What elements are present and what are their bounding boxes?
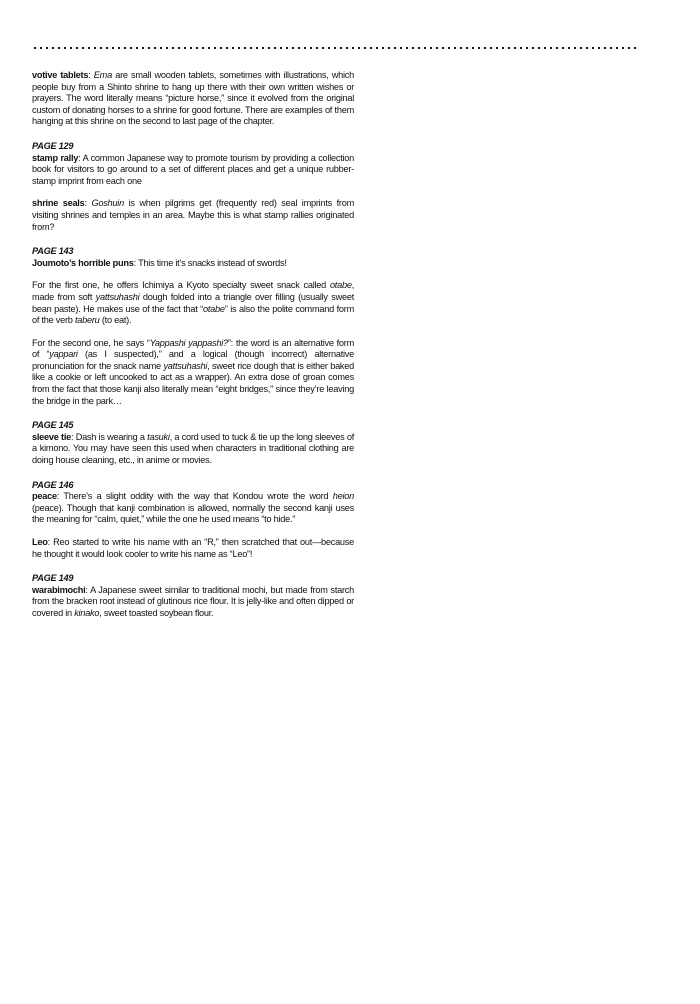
glossary-term: Joumoto’s horrible puns xyxy=(32,257,134,268)
page-reference: PAGE 149 xyxy=(32,573,74,584)
text-segment: : Reo started to write his name with an “R,” then scratched that out—because he thought it would look cooler to write his name as “Leo”! xyxy=(32,537,354,559)
text-segment: : This time it’s snacks instead of swords! xyxy=(133,257,287,268)
italic-term: Ema xyxy=(93,70,112,80)
entry-text xyxy=(32,338,354,406)
page-reference: PAGE 145 xyxy=(32,420,74,431)
text-segment: : xyxy=(88,70,94,80)
italic-term: tasuki xyxy=(147,431,170,442)
entry-text xyxy=(32,198,354,231)
text-segment: (to eat). xyxy=(99,315,132,326)
glossary-entry xyxy=(32,280,354,326)
entry-text xyxy=(32,153,354,186)
glossary-entry xyxy=(32,141,354,187)
text-segment: is when pilgrims get (frequently red) seal imprints from visiting shrines and temples in an area. Maybe this is what stamp rallies originated from? xyxy=(32,198,354,232)
entry-text xyxy=(32,491,354,524)
italic-term: otabe xyxy=(203,303,225,314)
italic-term: yappari xyxy=(49,349,78,360)
text-segment: ” is also the polite command form of the verb xyxy=(32,303,354,326)
text-segment: , sweet rice dough that is either baked like a cookie or left uncooked to act as a wrapper). An extra dose of groan comes from the fact that those kanji also literally mean “eight bridges,” since they’re leaving the bridge in the park… xyxy=(32,360,354,406)
italic-term: yattsuhashi xyxy=(163,360,208,371)
page-reference: PAGE 146 xyxy=(32,479,74,490)
entry-text xyxy=(32,537,354,559)
text-segment: : xyxy=(84,198,92,209)
glossary-term: peace xyxy=(32,491,57,502)
glossary-term: warabimochi xyxy=(32,584,86,595)
page-reference: PAGE 129 xyxy=(32,140,74,151)
italic-term: kinako xyxy=(74,607,100,618)
page-reference: PAGE 143 xyxy=(32,246,74,257)
italic-term: taberu xyxy=(74,315,100,326)
glossary-term: stamp rally xyxy=(32,152,79,163)
glossary-term: Leo xyxy=(32,537,48,547)
text-segment: : Dash is wearing a xyxy=(70,431,148,442)
entry-text xyxy=(32,70,354,126)
text-segment: (as I suspected),” and a logical (though incorrect) alternative pronunciation for the snack name xyxy=(32,349,354,371)
text-segment: For the first one, he offers Ichimiya a Kyoto specialty sweet snack called xyxy=(32,280,330,291)
glossary-term: votive tablets xyxy=(32,70,89,80)
glossary-entry xyxy=(32,198,354,233)
text-segment: dough folded into a triangle over filling (usually sweet bean paste). He makes use of the fact that “ xyxy=(32,291,355,314)
text-segment: are small wooden tablets, sometimes with illustrations, which people buy from a Shinto shrine to hang up there with their own written wishes or prayers. The word literally means “picture horse,” since it evolved from the original custom of donating horses to a shrine for good fortune. There are examples of them hanging at this shrine on the second to last page of the chapter. xyxy=(32,70,354,127)
text-segment: : A common Japanese way to promote tourism by providing a collection book for visitors to go around to a set of different places and get a unique rubber-stamp imprint from each one xyxy=(32,152,355,186)
text-segment: ”: the word is an alternative form of “ xyxy=(32,337,355,360)
glossary-term: sleeve tie xyxy=(32,431,71,442)
italic-term: yattsuhashi xyxy=(95,291,140,302)
entry-text xyxy=(32,280,354,325)
text-segment: , sweet toasted soybean flour. xyxy=(99,607,214,618)
glossary-entry xyxy=(32,573,354,619)
glossary-entry xyxy=(32,480,354,526)
entry-text xyxy=(32,585,354,618)
glossary-notes xyxy=(32,70,354,631)
text-segment: For the second one, he says “ xyxy=(32,337,150,348)
text-segment: : A Japanese sweet similar to traditional mochi, but made from starch from the bracken root instead of glutinous rice flour. It is jelly-like and often dipped or covered in xyxy=(32,584,354,618)
text-segment: : There’s a slight oddity with the way that Kondou wrote the word xyxy=(56,491,333,502)
glossary-term: shrine seals xyxy=(32,198,85,209)
text-segment: (peace). Though that kanji combination is allowed, normally the second kanji uses the meaning for “calm, quiet,” while the one he used means “to hide.” xyxy=(32,502,354,525)
italic-term: Yappashi yappashi? xyxy=(149,337,228,348)
glossary-entry xyxy=(32,70,354,128)
glossary-entry xyxy=(32,246,354,269)
italic-term: Goshuin xyxy=(91,198,124,209)
entry-text xyxy=(32,432,354,465)
glossary-entry xyxy=(32,338,354,408)
dotted-divider xyxy=(32,45,640,51)
text-segment: , made from soft xyxy=(32,280,354,302)
text-segment: , a cord used to tuck & tie up the long sleeves of a kimono. You may have seen this used when characters in traditional clothing are doing house cleaning, etc., in anime or movies. xyxy=(32,431,354,466)
glossary-entry xyxy=(32,537,354,560)
glossary-entry xyxy=(32,420,354,466)
italic-term: heion xyxy=(332,491,354,502)
italic-term: otabe xyxy=(329,280,352,291)
entry-text xyxy=(32,258,287,268)
